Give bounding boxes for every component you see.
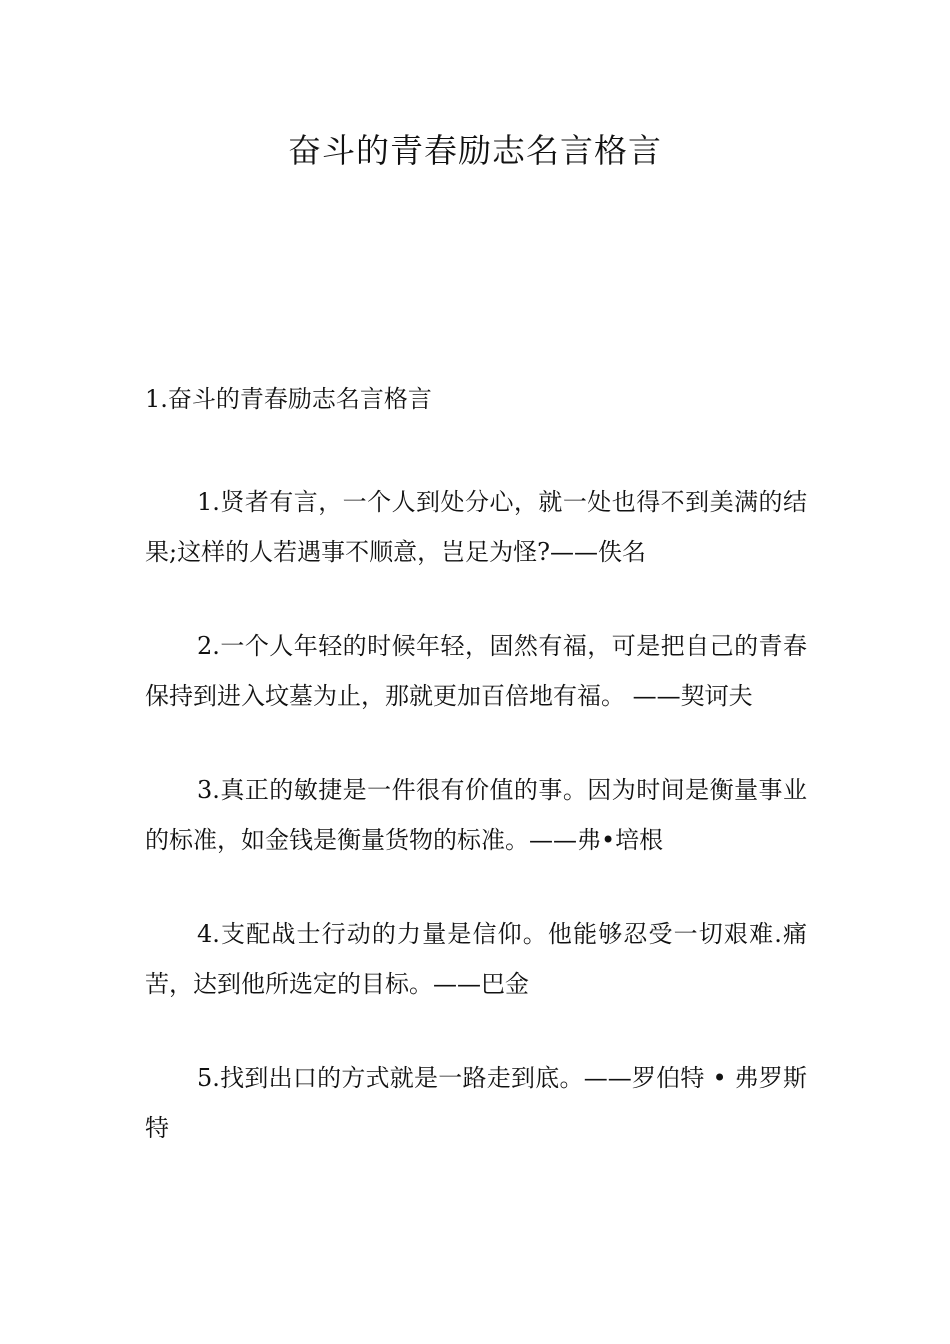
section-heading: 1.奋斗的青春励志名言格言: [145, 385, 432, 413]
quote-paragraph-4: 4.支配战士行动的力量是信仰。他能够忍受一切艰难.痛苦，达到他所选定的目标。——巴金: [145, 920, 807, 998]
quote-paragraph-2: 2.一个人年轻的时候年轻，固然有福，可是把自己的青春保持到进入坟墓为止，那就更加百倍地有福。 ——契诃夫: [145, 632, 807, 710]
quote-paragraph-1: 1.贤者有言，一个人到处分心，就一处也得不到美满的结果;这样的人若遇事不顺意，岂足为怪?——佚名: [145, 488, 807, 566]
quote-paragraph-3: 3.真正的敏捷是一件很有价值的事。因为时间是衡量事业的标准，如金钱是衡量货物的标准。——弗•培根: [145, 776, 807, 854]
quote-list: [145, 477, 807, 1197]
quote-paragraph-5: 5.找到出口的方式就是一路走到底。——罗伯特 • 弗罗斯特: [145, 1064, 807, 1142]
document-title: 奋斗的青春励志名言格言: [288, 131, 662, 170]
